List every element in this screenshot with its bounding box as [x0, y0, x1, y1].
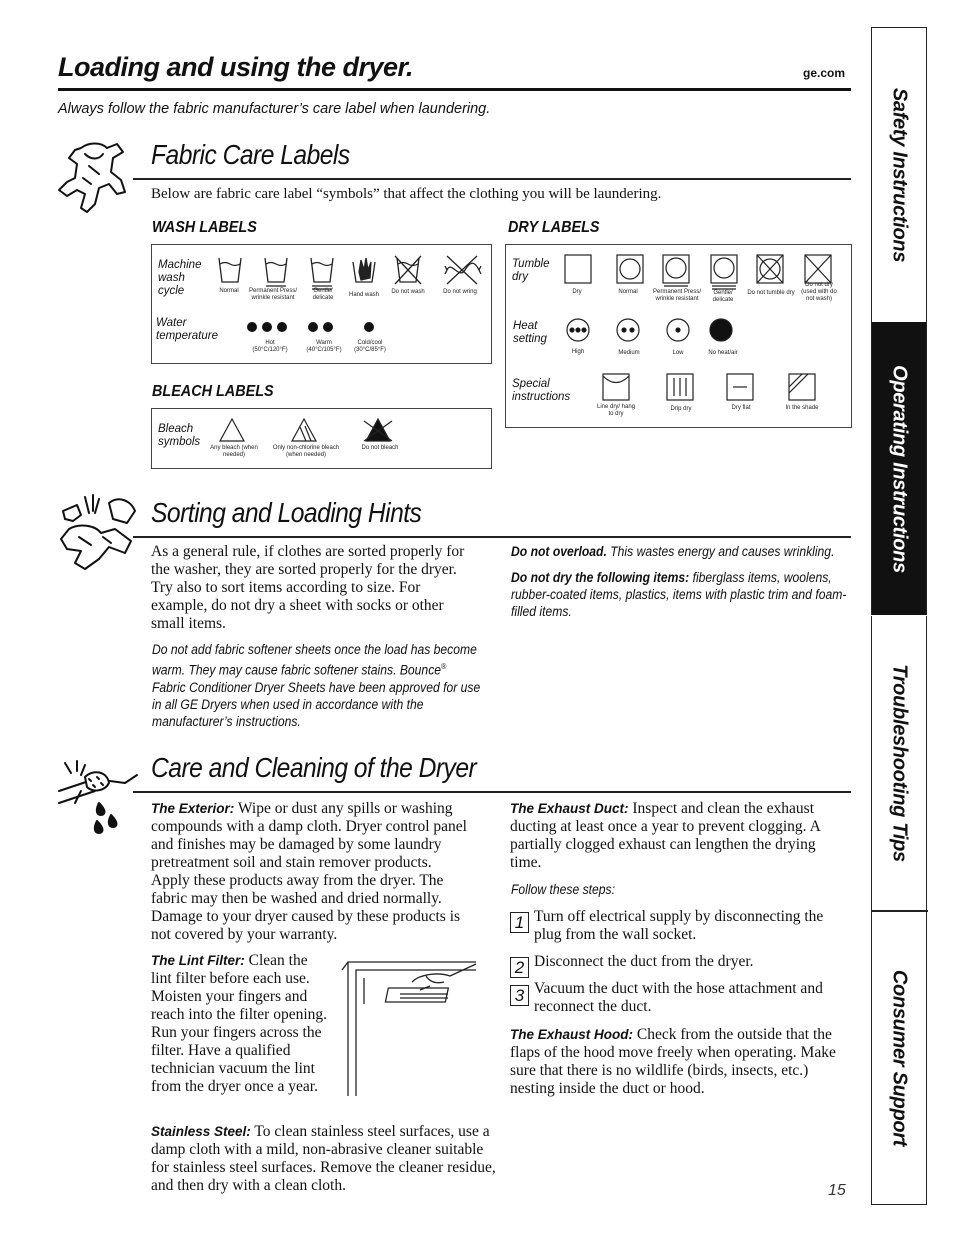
water-temp-label: Water temperature — [156, 317, 219, 342]
in-the-shade-caption: In the shade — [785, 405, 819, 411]
wash-permpress-icon — [265, 258, 287, 286]
tumble-permpress-caption: Permanent Press/ wrinkle resistant — [652, 289, 702, 302]
warm-caption: Warm (40°C/105°F) — [306, 340, 342, 353]
exterior-paragraph — [151, 800, 471, 944]
medium-heat-icon — [617, 319, 639, 341]
exhaust-duct-paragraph — [510, 800, 832, 872]
do-not-bleach-caption: Do not bleach — [361, 445, 399, 451]
hand-wash-caption: Hand wash — [348, 292, 380, 298]
exhaust-hood-heading: The Exhaust Hood: — [510, 1027, 634, 1042]
wash-gentle-icon — [311, 258, 333, 289]
hot-caption: Hot (50°C/120°F) — [252, 340, 288, 353]
wash-labels-heading: WASH LABELS — [152, 219, 257, 236]
sorting-paragraph: As a general rule, if clothes are sorted properly for the washer, they are sorted properly for the dryer. Try also to sort items according to size. For example, do not dry a sheet with socks or other small items. — [151, 543, 465, 632]
dry-flat-caption: Dry flat — [731, 405, 751, 411]
overload-note — [511, 543, 853, 560]
page-subtitle: Always follow the fabric manufacturer’s care label when laundering. — [58, 101, 491, 117]
drip-dry-icon — [667, 374, 693, 400]
section-rule — [133, 791, 851, 793]
follow-steps-label: Follow these steps: — [511, 882, 616, 897]
bleach-symbols — [218, 417, 398, 443]
tumble-dry-symbols — [564, 253, 839, 287]
tumble-permpress-icon — [663, 255, 689, 286]
fabric-care-title: Fabric Care Labels — [151, 139, 350, 170]
tab-safety-instructions[interactable] — [871, 27, 927, 322]
tumble-normal-icon — [617, 255, 643, 283]
no-tumble-caption: Do not tumble dry — [747, 290, 795, 296]
bleach-labels-heading: BLEACH LABELS — [152, 383, 274, 400]
overload-heading: Do not overload. — [511, 544, 607, 559]
step-1-text: Turn off electrical supply by disconnecting the plug from the wall socket. — [534, 908, 824, 943]
step-1-number: 1 — [510, 912, 529, 933]
tab-operating-instructions[interactable] — [871, 322, 927, 615]
wash-permpress-caption: Permanent Press/ wrinkle resistant — [248, 288, 298, 301]
care-cleaning-title: Care and Cleaning of the Dryer — [151, 752, 477, 783]
do-not-wring-caption: Do not wring — [443, 289, 477, 295]
section-rule — [133, 178, 851, 180]
sorting-title: Sorting and Loading Hints — [151, 497, 422, 528]
tumble-gentle-caption: Gentle/ delicate — [712, 290, 734, 303]
high-caption: High — [571, 349, 585, 355]
do-not-bleach-icon — [364, 419, 392, 441]
dry-labels-heading: DRY LABELS — [508, 219, 600, 236]
water-temp-symbols — [246, 321, 381, 335]
lint-filter-heading: The Lint Filter: — [151, 953, 245, 968]
note-text-b: Fabric Conditioner Dryer Sheets have been approved for use in all GE Dryers when used in accordance with the manufacturer’s instructions. — [152, 679, 481, 729]
drip-dry-caption: Drip dry — [670, 406, 692, 412]
do-not-dry-heading: Do not dry the following items: — [511, 570, 690, 585]
exterior-text: Wipe or dust any spills or washing compounds with a damp cloth. Dryer control panel and finishes may be damaged by some laundry pretreatment soil and stain remover products. Apply these products away from the dryer. The fabric may then be washed and dried normally. Damage to your dryer caused by these products is not covered by your warranty. — [151, 800, 467, 943]
no-heat-icon — [710, 319, 732, 341]
tumble-dry-label: Tumble dry — [512, 258, 550, 283]
registered-mark: ® — [441, 662, 447, 671]
section-rule — [133, 536, 851, 538]
tumble-normal-caption: Normal — [618, 289, 638, 295]
step-2-number: 2 — [510, 957, 529, 978]
exhaust-hood-text: Check from the outside that the flaps of the hood move freely when operating. Make sure that there is no wildlife (birds, insects, etc.) nesting inside the duct or hood. — [510, 1026, 836, 1097]
any-bleach-caption: Any bleach (when needed) — [210, 445, 258, 458]
cleaning-sponge-icon — [55, 757, 140, 839]
hand-wash-icon — [353, 258, 375, 282]
any-bleach-icon — [220, 419, 244, 441]
cold-dot-icon — [364, 322, 374, 332]
bleach-symbols-label: Bleach symbols — [158, 423, 201, 448]
exterior-heading: The Exterior: — [151, 801, 235, 816]
special-instructions-label: Special instructions — [512, 378, 571, 403]
heat-setting-label: Heat setting — [513, 320, 547, 345]
page-title: Loading and using the dryer. — [58, 52, 414, 82]
overload-text: This wastes energy and causes wrinkling. — [606, 544, 835, 559]
exhaust-duct-heading: The Exhaust Duct: — [510, 801, 629, 816]
shade-dry-icon — [789, 374, 815, 400]
site-link[interactable]: ge.com — [803, 66, 846, 80]
dry-flat-icon — [727, 374, 753, 400]
cold-caption: Cold/cool (30°C/85°F) — [354, 340, 386, 353]
do-not-wash-icon — [395, 256, 421, 284]
lint-filter-illustration — [340, 952, 480, 1098]
non-chlorine-bleach-icon — [292, 419, 316, 441]
medium-caption: Medium — [618, 350, 640, 356]
do-not-dry-icon — [805, 255, 831, 283]
line-dry-icon — [603, 374, 629, 400]
do-not-dry-note — [511, 569, 853, 620]
wash-cycle-label: Machine wash cycle — [158, 259, 202, 297]
wash-normal-icon — [219, 258, 241, 282]
clothes-pile-icon — [55, 493, 140, 575]
do-not-dry-caption: Do not dry (used with do not wash) — [801, 282, 837, 302]
warm-dots-icon — [308, 322, 333, 332]
step-3-number: 3 — [510, 985, 529, 1006]
do-not-wring-icon — [445, 256, 481, 284]
high-heat-icon — [567, 319, 589, 341]
tab-operating-label: Operating Instructions — [888, 364, 911, 573]
lint-filter-text: Clean the lint filter before each use. Moisten your fingers and reach into the filter opening. Run your fingers across the filter. Have a qualified technician vacuum the lint from the dryer once a year. — [151, 952, 328, 1095]
do-not-wash-caption: Do not wash — [391, 289, 425, 295]
stainless-steel-paragraph — [151, 1123, 496, 1195]
special-instruction-symbols — [602, 373, 822, 403]
lint-filter-paragraph — [151, 952, 331, 1096]
heat-setting-symbols — [566, 318, 736, 344]
hot-dots-icon — [247, 322, 287, 332]
no-heat-caption: No heat/air — [708, 350, 738, 356]
stainless-steel-text: To clean stainless steel surfaces, use a damp cloth with a mild, non-abrasive cleaner suitable for stainless steel surfaces. Remove the cleaner residue, and then dry with a clean cloth. — [151, 1123, 496, 1194]
exhaust-hood-paragraph — [510, 1026, 852, 1098]
tumble-gentle-icon — [711, 255, 737, 289]
wash-gentle-caption: Gentle/ delicate — [312, 288, 334, 301]
shirt-icon — [55, 138, 130, 214]
low-heat-icon — [667, 319, 689, 341]
tab-safety-label: Safety Instructions — [888, 87, 911, 263]
tab-troubleshooting-label: Troubleshooting Tips — [888, 664, 911, 862]
fabric-intro: Below are fabric care label “symbols” that affect the clothing you will be laundering. — [151, 186, 662, 202]
do-not-tumble-dry-icon — [757, 255, 783, 283]
title-rule — [58, 88, 851, 91]
wash-normal-caption: Normal — [219, 288, 239, 294]
tab-consumer-label: Consumer Support — [888, 969, 911, 1147]
dry-square-icon — [565, 255, 591, 283]
dry-caption: Dry — [572, 289, 582, 295]
step-3-text: Vacuum the duct with the hose attachment and reconnect the duct. — [534, 980, 823, 1015]
note-text-a: Do not add fabric softener sheets once the load has become warm. They may cause fabric softener stains. Bounce — [152, 642, 477, 678]
low-caption: Low — [672, 350, 684, 356]
page-number: 15 — [828, 1182, 846, 1199]
non-chlorine-caption: Only non-chlorine bleach (when needed) — [272, 445, 340, 458]
exhaust-duct-text: Inspect and clean the exhaust ducting at least once a year to prevent clogging. A partially clogged exhaust can lengthen the drying time. — [510, 800, 820, 871]
line-dry-caption: Line dry/ hang to dry — [596, 404, 636, 417]
step-2-text: Disconnect the duct from the dryer. — [534, 953, 754, 970]
tab-troubleshooting-tips[interactable] — [871, 616, 927, 910]
stainless-steel-heading: Stainless Steel: — [151, 1124, 251, 1139]
tab-consumer-support[interactable] — [871, 912, 927, 1205]
wash-cycle-symbols — [217, 252, 492, 292]
fabric-softener-note — [152, 641, 483, 730]
do-not-dry-text: fiberglass items, woolens, rubber-coated items, plastics, items with plastic trim and foam-filled items. — [511, 570, 847, 619]
